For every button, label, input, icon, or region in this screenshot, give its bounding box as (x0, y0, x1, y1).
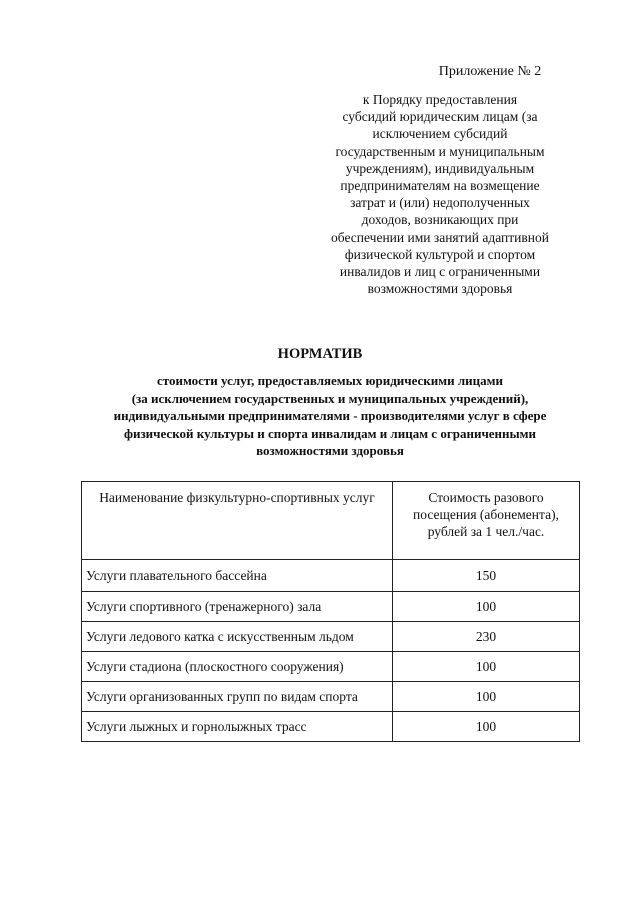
table-row (82, 652, 580, 682)
service-name-cell: Услуги стадиона (плоскостного сооружения) (82, 652, 393, 682)
appendix-line: инвалидов и лиц с ограниченными (339, 264, 541, 280)
subtitle-line: (за исключением государственных и муниципальных учреждений), (131, 390, 529, 406)
appendix-line: учреждениям), индивидуальным (345, 160, 535, 176)
price-cell: 230 (393, 622, 580, 652)
appendix-line: возможностями здоровья (367, 281, 513, 297)
appendix-line: затрат и (или) недополученных (350, 195, 530, 211)
header-price: Стоимость разового посещения (абонемента), рублей за 1 чел./час. (393, 482, 580, 560)
document-subtitle (60, 372, 600, 460)
subtitle-line: физической культуры и спорта инвалидам и лицам с ограниченными (123, 425, 537, 441)
appendix-line: обеспечении ими занятий адаптивной (331, 229, 549, 245)
appendix-line: доходов, возникающих при (361, 212, 519, 228)
subtitle-line: возможностями здоровья (256, 443, 404, 458)
subtitle-line: индивидуальными предпринимателями - производителями услуг в сфере (113, 408, 547, 423)
appendix-line: субсидий юридическим лицам (за (342, 109, 538, 125)
subtitle-line: стоимости услуг, предоставляемых юридическими лицами (156, 373, 503, 388)
service-name-cell: Услуги спортивного (тренажерного) зала (82, 592, 393, 622)
table-header-row (82, 482, 580, 560)
table-row (82, 560, 580, 592)
service-name-cell: Услуги ледового катка с искусственным льдом (82, 622, 393, 652)
appendix-line: государственным и муниципальным (335, 143, 545, 159)
appendix-text (330, 91, 550, 297)
service-name-cell: Услуги организованных групп по видам спорта (82, 682, 393, 712)
appendix-line: физической культурой и спортом (344, 246, 536, 262)
header-service-name: Наименование физкультурно-спортивных услуг (82, 482, 393, 560)
service-name-cell: Услуги плавательного бассейна (82, 560, 393, 592)
table-row (82, 622, 580, 652)
appendix-title: Приложение № 2 (438, 64, 542, 79)
service-name-cell: Услуги лыжных и горнолыжных трасс (82, 712, 393, 742)
appendix-line: исключением субсидий (372, 126, 508, 142)
table-row (82, 682, 580, 712)
table-row (82, 592, 580, 622)
price-cell: 150 (393, 560, 580, 592)
table-row (82, 712, 580, 742)
price-cell: 100 (393, 712, 580, 742)
rates-table (81, 481, 580, 742)
price-cell: 100 (393, 652, 580, 682)
document-title: НОРМАТИВ (277, 346, 363, 362)
appendix-line: к Порядку предоставления (362, 92, 518, 107)
price-cell: 100 (393, 592, 580, 622)
price-cell: 100 (393, 682, 580, 712)
appendix-line: предпринимателям на возмещение (340, 178, 540, 194)
